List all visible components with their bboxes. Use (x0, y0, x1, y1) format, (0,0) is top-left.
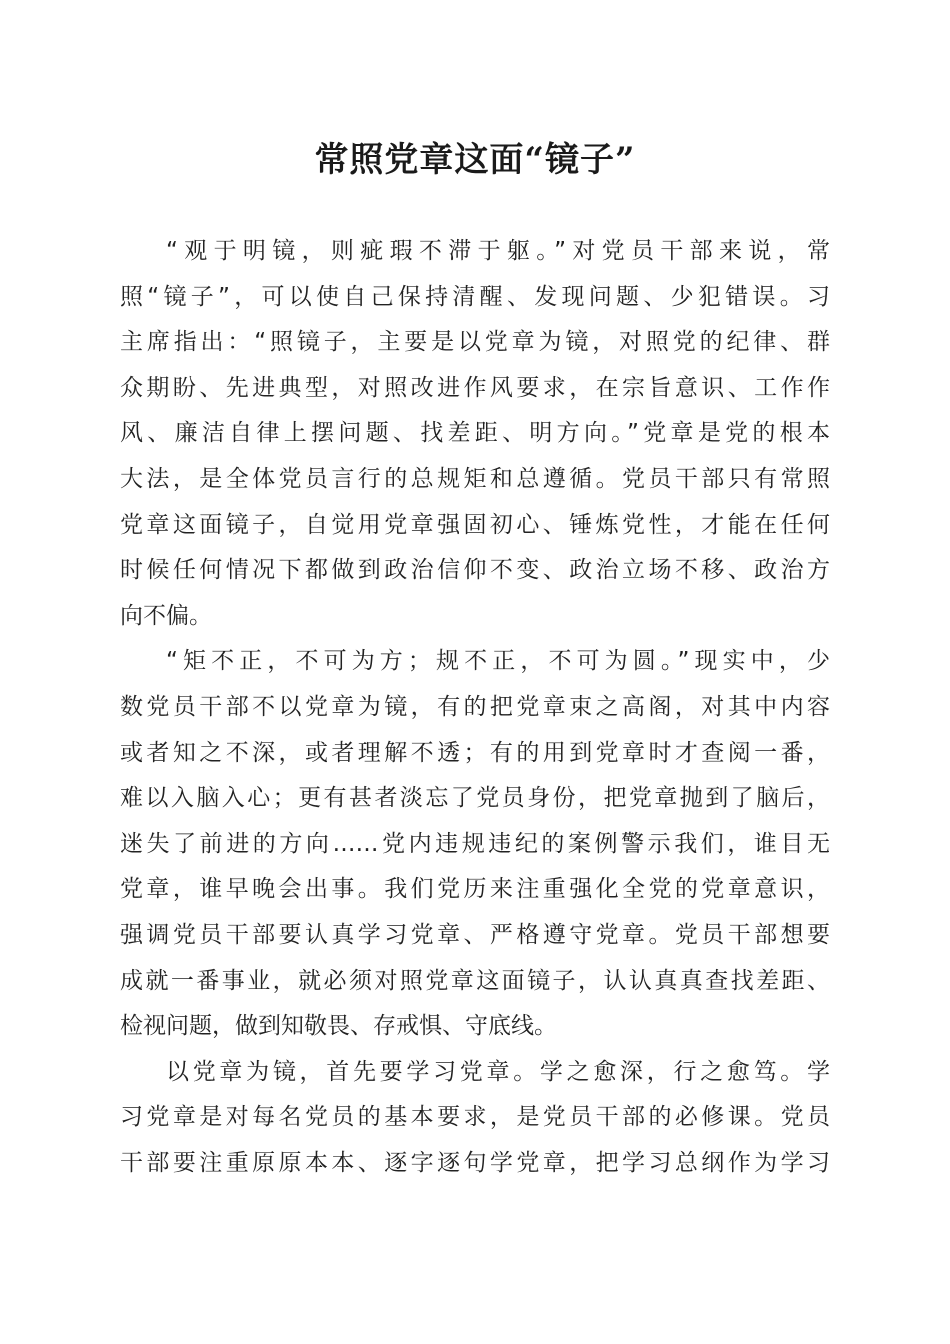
text-line: 难以入脑入心；更有甚者淡忘了党员身份，把党章抛到了脑后， (120, 785, 830, 812)
document-body (120, 229, 830, 1186)
text-line: 干部要注重原原本本、逐字逐句学党章，把学习总纲作为学习 (120, 1149, 830, 1176)
paragraph-3 (120, 1050, 830, 1187)
text-line: “矩不正，不可为方；规不正，不可为圆。”现实中，少 (166, 648, 830, 675)
paragraph-1 (120, 229, 830, 639)
text-line: 强调党员干部要认真学习党章、严格遵守党章。党员干部想要 (120, 921, 830, 948)
text-line: 时候任何情况下都做到政治信仰不变、政治立场不移、政治方 (120, 557, 830, 584)
text-line: 风、廉洁自律上摆问题、找差距、明方向。”党章是党的根本 (120, 420, 830, 447)
text-line: 数党员干部不以党章为镜，有的把党章束之高阁，对其中内容 (120, 693, 830, 720)
text-line: 向不偏。 (120, 602, 212, 629)
text-line: 党章这面镜子，自觉用党章强固初心、锤炼党性，才能在任何 (120, 511, 830, 538)
text-line: 习党章是对每名党员的基本要求，是党员干部的必修课。党员 (120, 1104, 830, 1131)
paragraph-2 (120, 639, 830, 1049)
text-line: 迷失了前进的方向……党内违规违纪的案例警示我们，谁目无 (120, 830, 830, 857)
document-title: 常照党章这面“镜子” (314, 140, 636, 180)
text-line: 检视问题，做到知敬畏、存戒惧、守底线。 (120, 1013, 557, 1040)
text-line: 以党章为镜，首先要学习党章。学之愈深，行之愈笃。学 (166, 1058, 830, 1085)
text-line: 照“镜子”，可以使自己保持清醒、发现问题、少犯错误。习 (120, 283, 830, 310)
text-line: 党章，谁早晚会出事。我们党历来注重强化全党的党章意识， (120, 876, 830, 903)
text-line: “观于明镜，则疵瑕不滞于躯。”对党员干部来说，常 (166, 238, 830, 264)
text-line: 大法，是全体党员言行的总规矩和总遵循。党员干部只有常照 (120, 465, 830, 492)
text-line: 主席指出：“照镜子，主要是以党章为镜，对照党的纪律、群 (120, 329, 830, 356)
text-line: 成就一番事业，就必须对照党章这面镜子，认认真真查找差距、 (120, 967, 830, 994)
text-line: 众期盼、先进典型，对照改进作风要求，在宗旨意识、工作作 (120, 374, 830, 401)
text-line: 或者知之不深，或者理解不透；有的用到党章时才查阅一番， (120, 739, 830, 766)
